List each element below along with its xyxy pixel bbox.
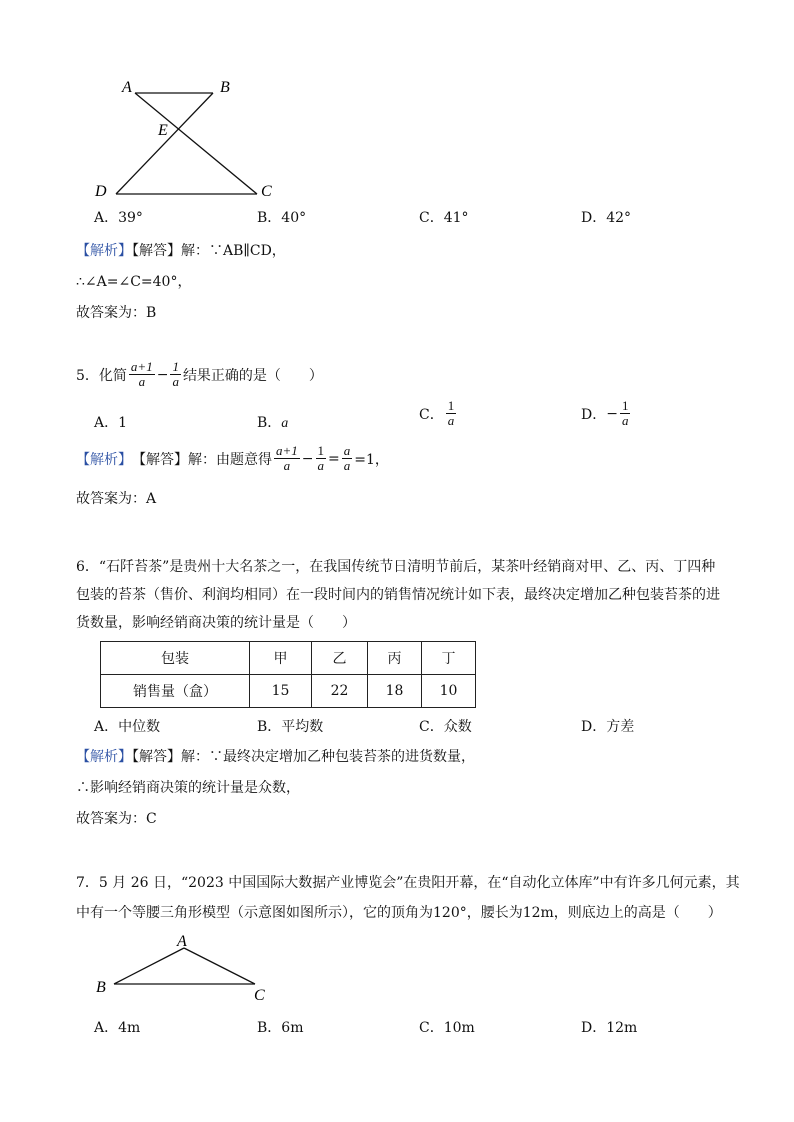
q6-solution-line-1: 【解析】【解答】解：∵最终决定增加乙种包装苔茶的进货数量， [76,749,475,765]
sales-table [100,641,476,708]
q5-option-b: B．a [257,415,289,431]
q6-option-b: B．平均数 [257,719,324,735]
table-cell: 乙 [312,642,368,675]
q5-fraction-1: $\frac{a+1}{a}$ [130,359,153,389]
q5-number: 5．化简 [76,367,127,384]
q5-stem: 5．化简 $\frac{a+1}{a}$ − $\frac{1}{a}$ 结果正确的是（ ） [76,359,323,389]
q5-fraction-2: $\frac{1}{a}$ [172,359,179,389]
figure-isosceles-triangle [88,930,288,1005]
q7-option-b: B．6m [257,1020,304,1036]
q6-stem-line-3: 货数量，影响经销商决策的统计量是（ ） [76,615,356,631]
q5-option-c: C． $\frac{1}{a}$ [419,398,455,428]
q7-stem-line-1: 7．5 月 26 日，“2023 中国国际大数据产业博览会”在贵阳开幕，在“自动化立体库”中有许多几何元素，其 [76,875,740,891]
q5-solution-line-1: 【解析】 【解答】解：由题意得 $\frac{a+1}{a}$ − $\frac{1}{a}$ = $\frac{a}{a}$ =1， [76,443,389,473]
table-row [101,675,476,708]
q5-stem-tail: 结果正确的是（ ） [182,367,323,384]
solution-tag: 【解析】 [76,749,132,765]
q4-solution-line-2: ∴∠A=∠C=40°， [76,274,192,290]
table-cell: 包装 [101,642,250,675]
figure-ab-cd-crossing [80,70,300,205]
q6-solution-line-2: ∴影响经销商决策的统计量是众数， [76,780,300,796]
q7-stem-line-2: 中有一个等腰三角形模型（示意图如图所示），它的顶角为120°，腰长为12m，则底边上的高是（ ） [76,905,722,921]
table-cell: 丁 [422,642,476,675]
q4-option-a: A．39° [94,210,143,226]
q4-option-c: C．41° [419,210,469,226]
table-cell: 销售量（盒） [101,675,250,708]
solution-tag: 【解析】 [76,451,132,468]
q6-option-a: A．中位数 [94,719,161,735]
q6-option-d: D．方差 [581,719,635,735]
q7-option-d: D．12m [581,1020,638,1036]
solution-tag: 【解析】 [76,243,132,259]
q5-answer: 故答案为：A [76,491,157,507]
q4-answer: 故答案为：B [76,305,157,321]
q7-option-a: A．4m [94,1020,141,1036]
q4-solution-line-1 [76,240,286,260]
label-a: A [177,933,187,950]
q7-option-c: C．10m [419,1020,475,1036]
table-row-header [101,642,476,675]
q4-option-d: D．42° [581,210,632,226]
q4-option-b: B．40° [257,210,307,226]
label-a: A [122,79,132,96]
q5-option-d: D． − $\frac{1}{a}$ [581,398,629,428]
label-c: C [254,987,265,1004]
table-cell: 甲 [250,642,312,675]
q6-option-c: C．众数 [419,719,472,735]
table-cell: 15 [250,675,312,708]
q5-option-a: A．1 [94,415,128,431]
label-b: B [96,979,106,996]
table-cell: 18 [368,675,422,708]
q6-stem-line-2: 包装的苔茶（售价、利润均相同）在一段时间内的销售情况统计如下表，最终决定增加乙种包装苔茶的进 [76,587,720,603]
q4-solution-text: 【解答】解：∵AB∥CD， [132,243,286,259]
table-cell: 10 [422,675,476,708]
label-d: D [95,183,107,200]
label-c: C [261,183,272,200]
label-e: E [158,122,168,139]
table-cell: 22 [312,675,368,708]
table-cell: 丙 [368,642,422,675]
q6-answer: 故答案为：C [76,811,157,827]
label-b: B [220,79,230,96]
q6-stem-line-1: 6．“石阡苔茶”是贵州十大名茶之一，在我国传统节日清明节前后，某茶叶经销商对甲、乙、丙、丁四种 [76,559,716,575]
